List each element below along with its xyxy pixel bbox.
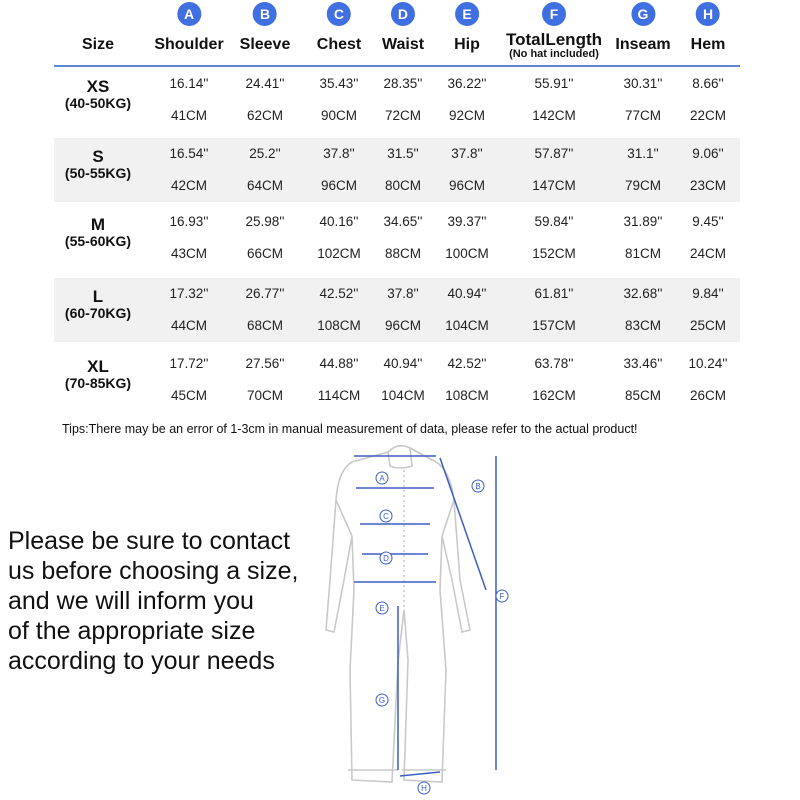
cm-value: 96CM — [384, 318, 422, 333]
inch-value: 31.1'' — [627, 146, 659, 161]
badge-f: F — [542, 2, 566, 26]
contact-note-line: of the appropriate size — [8, 617, 256, 645]
cm-value: 96CM — [448, 178, 486, 193]
cm-value: 152CM — [532, 246, 576, 261]
weight-range: (55-60KG) — [64, 233, 132, 249]
inch-value: 31.5'' — [387, 146, 419, 161]
marker-g — [376, 694, 388, 706]
column-header-inseam — [615, 0, 670, 66]
marker-a — [376, 472, 388, 484]
cm-value: 25CM — [689, 318, 727, 333]
badge-h: H — [696, 2, 720, 26]
badge-a: A — [177, 2, 201, 26]
cm-value: 22CM — [689, 108, 727, 123]
inch-value: 40.94'' — [447, 286, 487, 301]
inch-value: 37.8'' — [451, 146, 483, 161]
inch-value: 40.94'' — [383, 356, 423, 371]
inch-value: 34.65'' — [383, 214, 423, 229]
inch-value: 28.35'' — [383, 76, 423, 91]
inch-value: 61.81'' — [534, 286, 574, 301]
cm-value: 104CM — [381, 388, 425, 403]
column-header-waist — [382, 0, 424, 66]
cm-value: 104CM — [445, 318, 489, 333]
column-name-shoulder: Shoulder — [154, 36, 224, 53]
cm-value: 90CM — [320, 108, 358, 123]
inch-value: 42.52'' — [447, 356, 487, 371]
inch-value: 9.06'' — [692, 146, 724, 161]
cm-value: 147CM — [532, 178, 576, 193]
contact-note-line: us before choosing a size, — [8, 557, 299, 585]
inch-value: 25.98'' — [245, 214, 285, 229]
cm-value: 102CM — [317, 246, 361, 261]
cm-value: 108CM — [445, 388, 489, 403]
cm-value: 66CM — [246, 246, 284, 261]
column-header-hem — [691, 0, 726, 66]
cm-value: 77CM — [624, 108, 662, 123]
inch-value: 42.52'' — [319, 286, 359, 301]
inch-value: 24.41'' — [245, 76, 285, 91]
cm-value: 23CM — [689, 178, 727, 193]
inch-value: 25.2'' — [249, 146, 281, 161]
cm-value: 68CM — [246, 318, 284, 333]
cm-value: 142CM — [532, 108, 576, 123]
column-name-total-length: TotalLength — [506, 30, 602, 49]
svg-text:D: D — [383, 554, 389, 563]
header-divider — [54, 65, 740, 67]
badge-b: B — [253, 2, 277, 26]
svg-text:H: H — [421, 784, 427, 793]
cm-value: 85CM — [624, 388, 662, 403]
cm-value: 62CM — [246, 108, 284, 123]
inch-value: 59.84'' — [534, 214, 574, 229]
inch-value: 33.46'' — [623, 356, 663, 371]
inch-value: 44.88'' — [319, 356, 359, 371]
contact-note — [8, 526, 298, 676]
inch-value: 17.72'' — [169, 356, 209, 371]
measure-markers — [376, 472, 508, 794]
table-row — [54, 68, 740, 132]
svg-text:G: G — [378, 696, 386, 705]
svg-text:B: B — [475, 482, 481, 491]
inch-value: 63.78'' — [534, 356, 574, 371]
size-label — [65, 216, 131, 250]
size-name: XS — [86, 77, 110, 96]
svg-text:C: C — [383, 512, 389, 521]
column-header-sleeve — [240, 0, 291, 66]
column-header-hip — [454, 0, 480, 66]
cm-value: 108CM — [317, 318, 361, 333]
size-chart-header — [0, 0, 800, 66]
cm-value: 42CM — [170, 178, 208, 193]
marker-f — [496, 590, 508, 602]
cm-value: 80CM — [384, 178, 422, 193]
cm-value: 157CM — [532, 318, 576, 333]
cm-value: 24CM — [689, 246, 727, 261]
svg-text:E: E — [379, 604, 385, 613]
table-row — [54, 278, 740, 342]
inch-value: 16.93'' — [169, 214, 209, 229]
column-name-chest: Chest — [316, 36, 362, 53]
inch-value: 39.37'' — [447, 214, 487, 229]
inch-value: 36.22'' — [447, 76, 487, 91]
inch-value: 9.84'' — [692, 286, 724, 301]
column-header-total-length — [506, 0, 602, 66]
cm-value: 96CM — [320, 178, 358, 193]
inch-value: 16.14'' — [169, 76, 209, 91]
cm-value: 114CM — [317, 388, 361, 403]
contact-note-line: and we will inform you — [8, 587, 254, 615]
size-label — [65, 148, 131, 182]
inch-value: 37.8'' — [323, 146, 355, 161]
inch-value: 8.66'' — [692, 76, 724, 91]
cm-value: 26CM — [689, 388, 727, 403]
column-name-hem: Hem — [690, 36, 726, 53]
inch-value: 55.91'' — [534, 76, 574, 91]
inch-value: 27.56'' — [245, 356, 285, 371]
weight-range: (60-70KG) — [64, 305, 132, 321]
inch-value: 10.24'' — [688, 356, 728, 371]
column-name-waist: Waist — [381, 36, 425, 53]
cm-value: 100CM — [445, 246, 489, 261]
size-name: L — [92, 287, 104, 306]
cm-value: 45CM — [170, 388, 208, 403]
size-name: M — [90, 215, 106, 234]
table-row — [54, 206, 740, 270]
cm-value: 88CM — [384, 246, 422, 261]
column-subname-total-length: (No hat included) — [509, 48, 599, 60]
badge-g: G — [631, 2, 655, 26]
inch-value: 40.16'' — [319, 214, 359, 229]
inch-value: 9.45'' — [692, 214, 724, 229]
column-name-inseam: Inseam — [615, 36, 671, 53]
inch-value: 26.77'' — [245, 286, 285, 301]
measurement-tip: Tips:There may be an error of 1-3cm in manual measurement of data, please refer to the actual product! — [62, 422, 638, 436]
cm-value: 64CM — [246, 178, 284, 193]
contact-note-line: Please be sure to contact — [8, 527, 291, 555]
cm-value: 70CM — [246, 388, 284, 403]
cm-value: 162CM — [532, 388, 576, 403]
marker-c — [380, 510, 392, 522]
column-name-hip: Hip — [454, 36, 480, 53]
table-row — [54, 348, 740, 412]
inch-value: 37.8'' — [387, 286, 419, 301]
inch-value: 17.32'' — [169, 286, 209, 301]
cm-value: 79CM — [624, 178, 662, 193]
inch-value: 35.43'' — [319, 76, 359, 91]
column-header-chest — [317, 0, 361, 66]
cm-value: 44CM — [170, 318, 208, 333]
badge-e: E — [455, 2, 479, 26]
column-name-sleeve: Sleeve — [239, 36, 291, 53]
size-name: XL — [87, 357, 109, 376]
svg-text:A: A — [379, 474, 385, 483]
weight-range: (70-85KG) — [64, 375, 132, 391]
measure-lines — [354, 456, 496, 776]
cm-value: 72CM — [384, 108, 422, 123]
marker-h — [418, 782, 430, 794]
cm-value: 92CM — [448, 108, 486, 123]
size-label — [65, 358, 131, 392]
weight-range: (40-50KG) — [64, 95, 132, 111]
inch-value: 16.54'' — [169, 146, 209, 161]
marker-e — [376, 602, 388, 614]
size-label — [65, 78, 131, 112]
size-name: S — [92, 147, 104, 166]
badge-c: C — [327, 2, 351, 26]
cm-value: 81CM — [624, 246, 662, 261]
weight-range: (50-55KG) — [64, 165, 132, 181]
svg-text:F: F — [499, 592, 505, 601]
inch-value: 31.89'' — [623, 214, 663, 229]
cm-value: 43CM — [170, 246, 208, 261]
jumpsuit-measurement-diagram — [300, 440, 540, 800]
marker-b — [472, 480, 484, 492]
inch-value: 57.87'' — [534, 146, 574, 161]
size-column-header: Size — [81, 36, 115, 53]
column-header-shoulder — [154, 0, 223, 66]
inch-value: 30.31'' — [623, 76, 663, 91]
table-row — [54, 138, 740, 202]
marker-d — [380, 552, 392, 564]
size-label — [65, 288, 131, 322]
badge-d: D — [391, 2, 415, 26]
cm-value: 83CM — [624, 318, 662, 333]
inch-value: 32.68'' — [623, 286, 663, 301]
contact-note-line: according to your needs — [8, 647, 275, 675]
cm-value: 41CM — [170, 108, 208, 123]
